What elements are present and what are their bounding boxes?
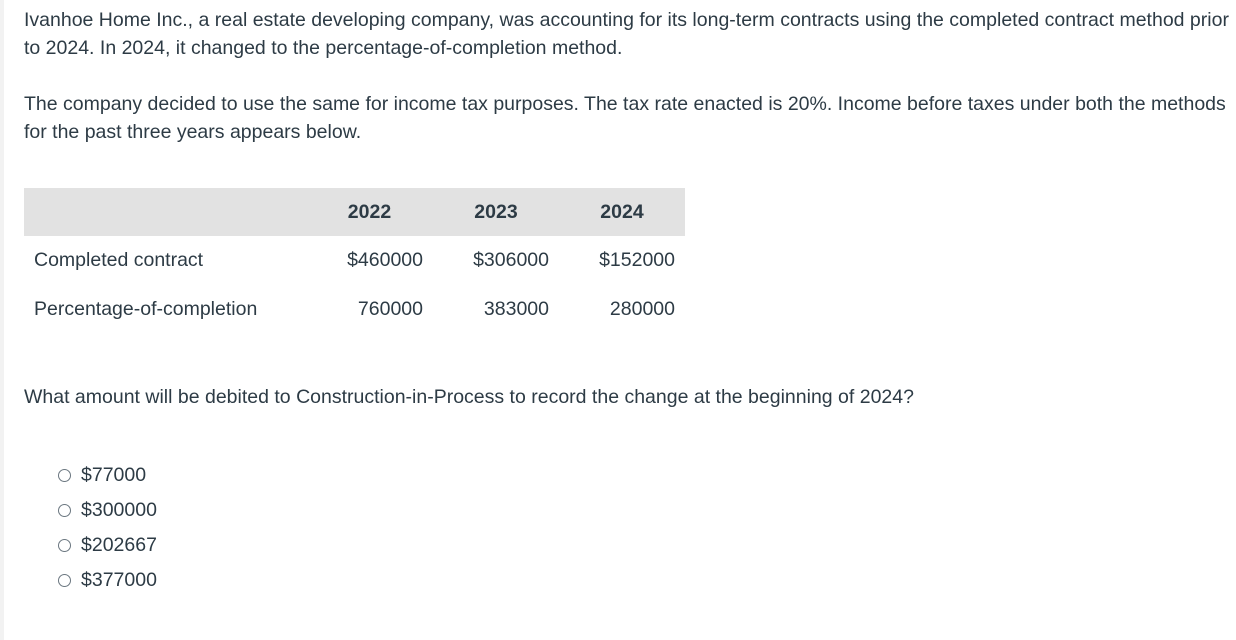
left-border <box>0 0 4 640</box>
option-label: $377000 <box>81 569 157 591</box>
header-cell-blank <box>24 188 306 236</box>
answer-options <box>58 458 157 598</box>
cell-value: $306000 <box>473 249 549 271</box>
answer-option-4[interactable] <box>58 563 157 598</box>
radio-button[interactable] <box>58 539 71 552</box>
option-label: $202667 <box>81 534 157 556</box>
option-label: $300000 <box>81 499 157 521</box>
cell-value: 383000 <box>483 298 549 320</box>
radio-button[interactable] <box>58 504 71 517</box>
income-table <box>24 188 685 334</box>
header-cell-2022: 2022 <box>306 188 433 236</box>
tax-paragraph: The company decided to use the same for income tax purposes. The tax rate enacted is 20%. Income before taxes under both the methods for the past three years appears below. <box>24 93 1226 143</box>
cell-value: 760000 <box>357 298 423 320</box>
row-label: Completed contract <box>34 249 204 271</box>
intro-paragraph: Ivanhoe Home Inc., a real estate developing company, was accounting for its long-term contracts using the completed contract method prior to 2024. In 2024, it changed to the percentage-of-completion method. <box>24 9 1229 59</box>
radio-button[interactable] <box>58 574 71 587</box>
radio-button[interactable] <box>58 469 71 482</box>
table-row-percentage-of-completion <box>24 285 685 334</box>
header-cell-2023: 2023 <box>433 188 559 236</box>
answer-option-3[interactable] <box>58 528 157 563</box>
table-header-row <box>24 188 685 236</box>
table-row-completed-contract <box>24 236 685 285</box>
cell-value: 280000 <box>609 298 675 320</box>
question-content <box>24 6 1234 591</box>
row-label: Percentage-of-completion <box>34 298 258 320</box>
cell-value: $152000 <box>599 249 675 271</box>
option-label: $77000 <box>81 464 147 486</box>
question-prompt: What amount will be debited to Construction-in-Process to record the change at the beginning of 2024? <box>24 386 914 408</box>
header-cell-2024: 2024 <box>559 188 685 236</box>
answer-option-1[interactable] <box>58 458 157 493</box>
answer-option-2[interactable] <box>58 493 157 528</box>
cell-value: $460000 <box>347 249 423 271</box>
